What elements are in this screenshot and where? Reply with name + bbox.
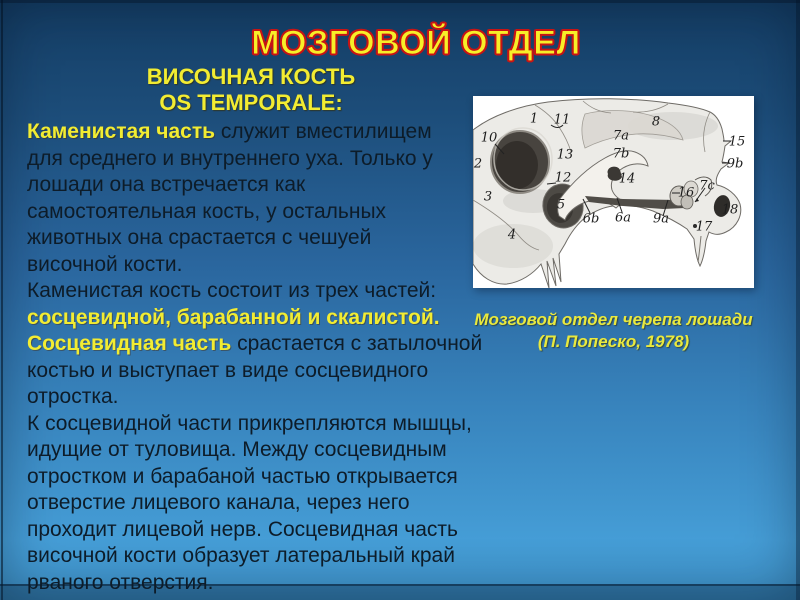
skull-label-4: 4 bbox=[507, 227, 517, 243]
body-segment: идущие от туловища. Между сосцевидным bbox=[27, 438, 447, 461]
body-line bbox=[27, 172, 479, 199]
body-line bbox=[27, 146, 479, 173]
slide-edge-top bbox=[0, 0, 800, 3]
skull-label-7a: 7a bbox=[612, 128, 630, 144]
subtitle-russian: ВИСОЧНАЯ КОСТЬ bbox=[146, 64, 356, 89]
body-line bbox=[27, 437, 479, 464]
skull-label-17: 17 bbox=[695, 219, 713, 235]
skull-label-2: 2 bbox=[473, 156, 483, 172]
body-line bbox=[27, 305, 479, 332]
body-line bbox=[27, 464, 479, 491]
skull-label-9a: 9a bbox=[652, 211, 670, 227]
caption-line-2: (П. Попеско, 1978) bbox=[537, 332, 690, 351]
body-line bbox=[27, 119, 479, 146]
figure-caption bbox=[473, 309, 754, 353]
body-segment: животных она срастается с чешуей bbox=[27, 226, 372, 249]
body-line bbox=[27, 331, 483, 358]
body-segment: самостоятельная кость, у остальных bbox=[27, 199, 387, 223]
skull-label-18: 18 bbox=[721, 202, 739, 218]
skull-label-11: 11 bbox=[553, 112, 571, 128]
skull-label-9b: 9b bbox=[726, 156, 744, 172]
highlighted-term: сосцевидной, барабанной и скалистой. bbox=[27, 305, 440, 329]
body-segment: служит вместилищем bbox=[215, 120, 432, 143]
skull-label-13: 13 bbox=[556, 147, 574, 163]
text-column bbox=[25, 64, 477, 116]
body-line bbox=[27, 570, 479, 597]
body-segment: рваного отверстия. bbox=[27, 570, 214, 594]
body-line bbox=[27, 199, 479, 226]
body-segment: височной кости. bbox=[27, 252, 183, 276]
slide-edge-right bbox=[796, 0, 800, 600]
skull-label-7c: 7c bbox=[699, 178, 715, 194]
skull-label-1: 1 bbox=[529, 111, 539, 127]
body-segment: костью и выступает в виде сосцевидного bbox=[27, 358, 429, 382]
body-line bbox=[27, 543, 479, 570]
body-line bbox=[27, 411, 479, 438]
body-line bbox=[27, 358, 479, 385]
skull-label-16: 16 bbox=[677, 185, 695, 201]
body-line bbox=[27, 252, 479, 279]
skull-label-6b: 6b bbox=[582, 211, 600, 227]
skull-label-5: 5 bbox=[556, 197, 566, 213]
body-segment: Каменистая кость состоит из трех частей: bbox=[27, 279, 437, 302]
body-segment: отверстие лицевого канала, через него bbox=[27, 491, 410, 514]
body-segment: лошади она встречается как bbox=[27, 173, 306, 196]
highlighted-term: Сосцевидная часть bbox=[27, 332, 232, 355]
skull-label-8: 8 bbox=[651, 114, 661, 130]
body-line bbox=[27, 490, 479, 517]
body-segment: проходит лицевой нерв. Сосцевидная часть bbox=[27, 517, 458, 541]
skull-label-6a: 6a bbox=[614, 210, 632, 226]
skull-label-15: 15 bbox=[728, 134, 746, 150]
skull-label-14: 14 bbox=[618, 171, 636, 187]
subtitle-latin: OS TEMPORALE: bbox=[159, 90, 343, 115]
skull-label-3: 3 bbox=[483, 189, 493, 205]
skull-figure bbox=[473, 96, 754, 288]
body-text bbox=[27, 119, 483, 596]
skull-label-10: 10 bbox=[480, 130, 498, 146]
body-line bbox=[27, 517, 479, 544]
slide-title: МОЗГОВОЙ ОТДЕЛ bbox=[251, 24, 581, 62]
body-segment: отростком и барабаной частью открывается bbox=[27, 464, 458, 488]
body-segment: К сосцевидной части прикрепляются мышцы, bbox=[27, 411, 472, 435]
body-line bbox=[27, 384, 479, 411]
skull-label-12: 12 bbox=[554, 170, 572, 186]
body-segment: отростка. bbox=[27, 385, 119, 408]
body-line bbox=[27, 278, 479, 305]
body-segment: срастается с затылочной bbox=[231, 332, 483, 355]
body-segment: височной кости образует латеральный край bbox=[27, 544, 455, 567]
slide-edge-left bbox=[1, 0, 3, 600]
body-line bbox=[27, 225, 479, 252]
caption-line-1: Мозговой отдел черепа лошади bbox=[474, 310, 753, 329]
body-segment: для среднего и внутреннего уха. Только у bbox=[27, 146, 433, 170]
highlighted-term: Каменистая часть bbox=[27, 120, 216, 143]
skull-label-7b: 7b bbox=[612, 146, 630, 162]
